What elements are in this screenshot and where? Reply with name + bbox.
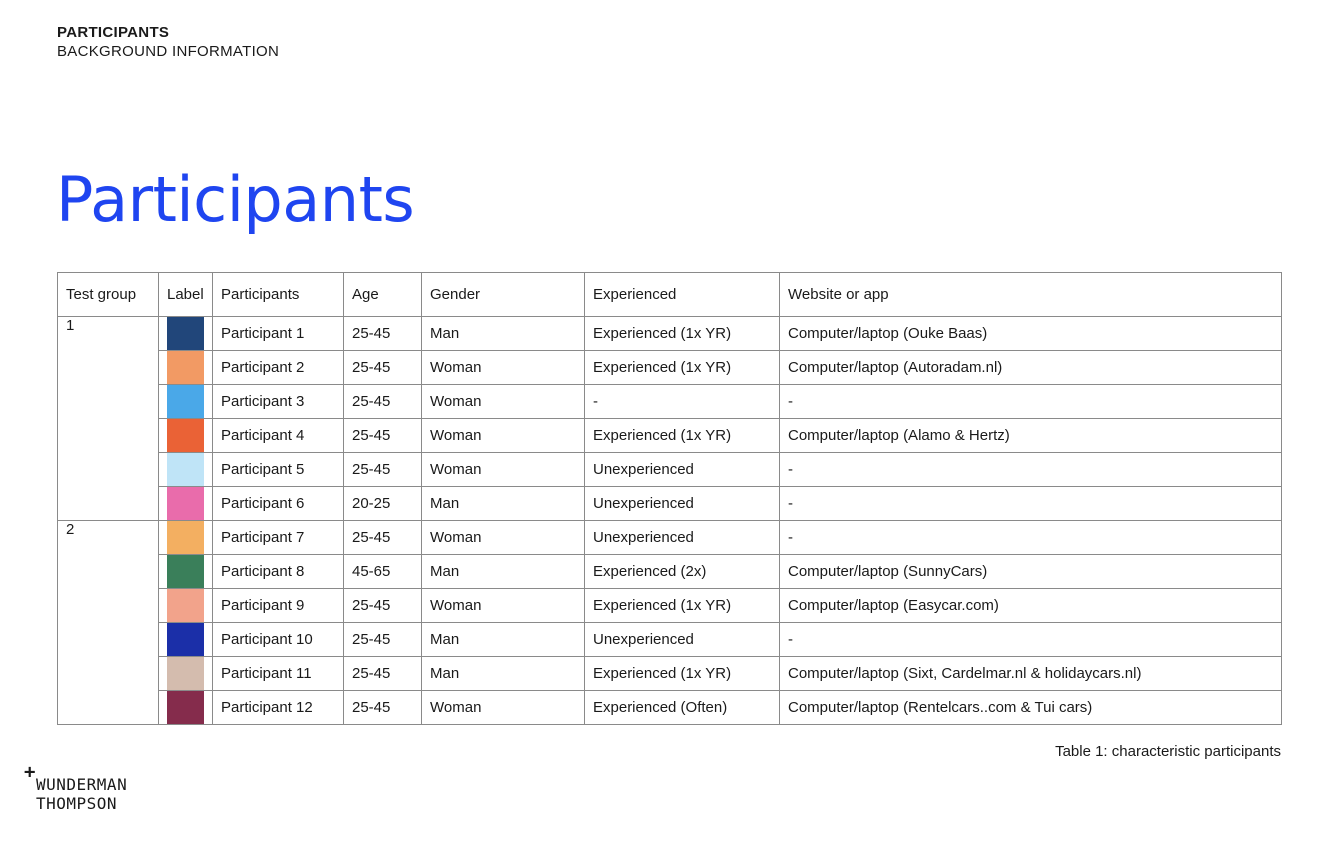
gender-cell: Woman bbox=[422, 521, 585, 555]
logo-line-2: THOMPSON bbox=[36, 794, 118, 813]
website-cell: - bbox=[780, 487, 1282, 521]
table-caption: Table 1: characteristic participants bbox=[1055, 743, 1281, 760]
gender-cell: Man bbox=[422, 487, 585, 521]
label-color-swatch bbox=[167, 691, 204, 724]
website-cell: - bbox=[780, 623, 1282, 657]
age-cell: 25-45 bbox=[344, 589, 422, 623]
table-row bbox=[58, 385, 1282, 419]
website-cell: Computer/laptop (Easycar.com) bbox=[780, 589, 1282, 623]
age-cell: 25-45 bbox=[344, 657, 422, 691]
table-row bbox=[58, 453, 1282, 487]
website-cell: Computer/laptop (Rentelcars..com & Tui cars) bbox=[780, 691, 1282, 725]
label-color-cell bbox=[159, 691, 213, 725]
column-header: Label bbox=[159, 273, 213, 317]
gender-cell: Woman bbox=[422, 453, 585, 487]
label-color-swatch bbox=[167, 555, 204, 588]
table-body bbox=[58, 317, 1282, 725]
label-color-swatch bbox=[167, 589, 204, 622]
experienced-cell: - bbox=[585, 385, 780, 419]
table-row bbox=[58, 317, 1282, 351]
experienced-cell: Experienced (1x YR) bbox=[585, 317, 780, 351]
experienced-cell: Experienced (1x YR) bbox=[585, 419, 780, 453]
gender-cell: Woman bbox=[422, 589, 585, 623]
participants-table bbox=[57, 272, 1282, 725]
label-color-cell bbox=[159, 623, 213, 657]
label-color-swatch bbox=[167, 487, 204, 520]
label-color-cell bbox=[159, 487, 213, 521]
label-color-cell bbox=[159, 351, 213, 385]
participant-name-cell: Participant 2 bbox=[213, 351, 344, 385]
experienced-cell: Experienced (1x YR) bbox=[585, 351, 780, 385]
table-row bbox=[58, 351, 1282, 385]
participant-name-cell: Participant 3 bbox=[213, 385, 344, 419]
gender-cell: Woman bbox=[422, 351, 585, 385]
table-header-row bbox=[58, 273, 1282, 317]
website-cell: Computer/laptop (Autoradam.nl) bbox=[780, 351, 1282, 385]
website-cell: Computer/laptop (Sixt, Cardelmar.nl & holidaycars.nl) bbox=[780, 657, 1282, 691]
experienced-cell: Experienced (Often) bbox=[585, 691, 780, 725]
label-color-swatch bbox=[167, 317, 204, 350]
website-cell: - bbox=[780, 385, 1282, 419]
age-cell: 25-45 bbox=[344, 623, 422, 657]
gender-cell: Man bbox=[422, 555, 585, 589]
gender-cell: Woman bbox=[422, 691, 585, 725]
label-color-swatch bbox=[167, 419, 204, 452]
experienced-cell: Unexperienced bbox=[585, 487, 780, 521]
age-cell: 45-65 bbox=[344, 555, 422, 589]
column-header: Website or app bbox=[780, 273, 1282, 317]
participant-name-cell: Participant 10 bbox=[213, 623, 344, 657]
participant-name-cell: Participant 12 bbox=[213, 691, 344, 725]
column-header: Age bbox=[344, 273, 422, 317]
table-row bbox=[58, 487, 1282, 521]
age-cell: 25-45 bbox=[344, 419, 422, 453]
column-header: Experienced bbox=[585, 273, 780, 317]
age-cell: 25-45 bbox=[344, 453, 422, 487]
website-cell: Computer/laptop (Alamo & Hertz) bbox=[780, 419, 1282, 453]
table-row bbox=[58, 555, 1282, 589]
label-color-cell bbox=[159, 317, 213, 351]
column-header: Gender bbox=[422, 273, 585, 317]
label-color-cell bbox=[159, 657, 213, 691]
experienced-cell: Unexperienced bbox=[585, 521, 780, 555]
table-row bbox=[58, 657, 1282, 691]
participant-name-cell: Participant 11 bbox=[213, 657, 344, 691]
experienced-cell: Unexperienced bbox=[585, 623, 780, 657]
participant-name-cell: Participant 8 bbox=[213, 555, 344, 589]
test-group-cell: 1 bbox=[58, 317, 159, 521]
website-cell: Computer/laptop (Ouke Baas) bbox=[780, 317, 1282, 351]
age-cell: 25-45 bbox=[344, 691, 422, 725]
section-subtitle: BACKGROUND INFORMATION bbox=[57, 43, 280, 60]
label-color-swatch bbox=[167, 623, 204, 656]
experienced-cell: Experienced (1x YR) bbox=[585, 589, 780, 623]
age-cell: 25-45 bbox=[344, 385, 422, 419]
header bbox=[57, 23, 279, 61]
gender-cell: Woman bbox=[422, 385, 585, 419]
label-color-cell bbox=[159, 453, 213, 487]
table-row bbox=[58, 521, 1282, 555]
table-row bbox=[58, 419, 1282, 453]
label-color-cell bbox=[159, 555, 213, 589]
experienced-cell: Unexperienced bbox=[585, 453, 780, 487]
participant-name-cell: Participant 5 bbox=[213, 453, 344, 487]
age-cell: 25-45 bbox=[344, 351, 422, 385]
age-cell: 25-45 bbox=[344, 317, 422, 351]
label-color-swatch bbox=[167, 453, 204, 486]
page-title: Participants bbox=[56, 163, 415, 236]
table-row bbox=[58, 623, 1282, 657]
participant-name-cell: Participant 4 bbox=[213, 419, 344, 453]
website-cell: Computer/laptop (SunnyCars) bbox=[780, 555, 1282, 589]
participant-name-cell: Participant 7 bbox=[213, 521, 344, 555]
label-color-cell bbox=[159, 385, 213, 419]
gender-cell: Woman bbox=[422, 419, 585, 453]
section-title: PARTICIPANTS bbox=[57, 24, 170, 41]
label-color-swatch bbox=[167, 657, 204, 690]
participant-name-cell: Participant 1 bbox=[213, 317, 344, 351]
website-cell: - bbox=[780, 521, 1282, 555]
label-color-swatch bbox=[167, 521, 204, 554]
column-header: Participants bbox=[213, 273, 344, 317]
table-row bbox=[58, 691, 1282, 725]
age-cell: 25-45 bbox=[344, 521, 422, 555]
label-color-swatch bbox=[167, 385, 204, 418]
label-color-cell bbox=[159, 521, 213, 555]
table-row bbox=[58, 589, 1282, 623]
gender-cell: Man bbox=[422, 623, 585, 657]
logo-line-1: WUNDERMAN bbox=[36, 775, 128, 794]
gender-cell: Man bbox=[422, 317, 585, 351]
label-color-cell bbox=[159, 419, 213, 453]
experienced-cell: Experienced (1x YR) bbox=[585, 657, 780, 691]
label-color-swatch bbox=[167, 351, 204, 384]
participant-name-cell: Participant 9 bbox=[213, 589, 344, 623]
participant-name-cell: Participant 6 bbox=[213, 487, 344, 521]
age-cell: 20-25 bbox=[344, 487, 422, 521]
logo-plus-icon: + bbox=[24, 761, 36, 783]
experienced-cell: Experienced (2x) bbox=[585, 555, 780, 589]
column-header: Test group bbox=[58, 273, 159, 317]
label-color-cell bbox=[159, 589, 213, 623]
website-cell: - bbox=[780, 453, 1282, 487]
test-group-cell: 2 bbox=[58, 521, 159, 725]
gender-cell: Man bbox=[422, 657, 585, 691]
